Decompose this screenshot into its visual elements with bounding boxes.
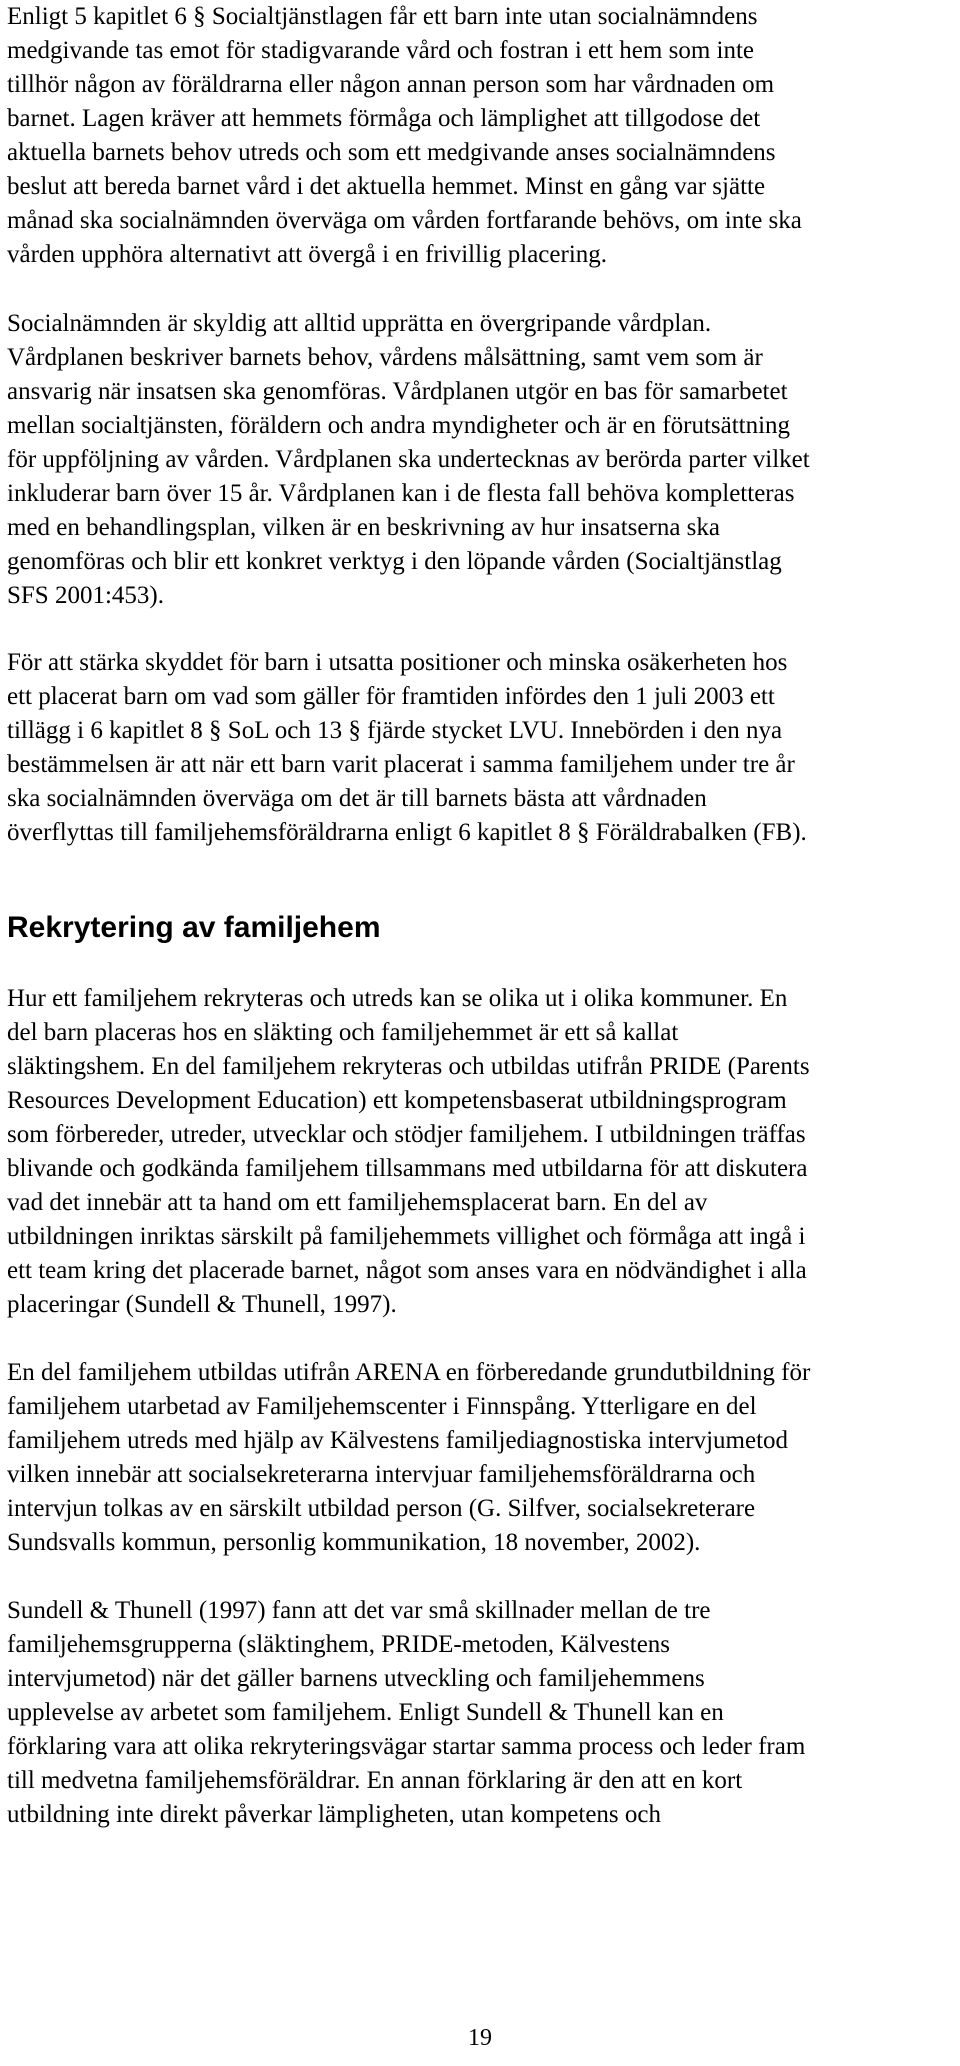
page-number: 19 xyxy=(468,2025,492,2051)
paragraph-recruitment-arena: En del familjehem utbildas utifrån ARENA en förberedande grundutbildning för familjehem utarbetad av Familjehemscenter i Finnspång. Ytterligare en del familjehem utreds med hjälp av Kälvestens familjediagnostiska intervjumetod vilken innebär att socialsekreterarna intervjuar familjehemsföräldrarna och intervjun tolkas av en särskilt utbildad person (G. Silfver, socialsekreterare Sundsvalls kommun, personlig kommunikation, 18 november, 2002). xyxy=(7,1359,811,1556)
page-content xyxy=(7,0,955,1832)
section-heading: Rekrytering av familjehem xyxy=(7,911,381,944)
paragraph-sundell-thunell: Sundell & Thunell (1997) fann att det var små skillnader mellan de tre familjehemsgrupperna (släktinghem, PRIDE-metoden, Kälvestens intervjumetod) när det gäller barnens utveckling och familjehemmens upplevelse av arbetet som familjehem. Enligt Sundell & Thunell kan en förklaring vara att olika rekryteringsvägar startar samma process och leder fram till medvetna familjehemsföräldrar. En annan förklaring är den att en kort utbildning inte direkt påverkar lämpligheten, utan kompetens och xyxy=(7,1597,806,1828)
paragraph-care-plan: Socialnämnden är skyldig att alltid upprätta en övergripande vårdplan. Vårdplanen beskriver barnets behov, vårdens målsättning, samt vem som är ansvarig när insatsen ska genomföras. Vårdplanen utgör en bas för samarbetet mellan socialtjänsten, föräldern och andra myndigheter och är en förutsättning för uppföljning av vården. Vårdplanen ska undertecknas av berörda parter vilket inkluderar barn över 15 år. Vårdplanen kan i de flesta fall behöva kompletteras med en behandlingsplan, vilken är en beskrivning av hur insatserna ska genomföras och blir ett konkret verktyg i den löpande vården (Socialtjänstlag SFS 2001:453). xyxy=(7,310,810,609)
paragraph-recruitment-pride: Hur ett familjehem rekryteras och utreds kan se olika ut i olika kommuner. En del barn placeras hos en släkting och familjehemmet är ett så kallat släktingshem. En del familjehem rekryteras och utbildas utifrån PRIDE (Parents Resources Development Education) ett kompetensbaserat utbildningsprogram som förbereder, utreder, utvecklar och stödjer familjehem. I utbildningen träffas blivande och godkända familjehem tillsammans med utbildarna för att diskutera vad det innebär att ta hand om ett familjehemsplacerat barn. En del av utbildningen inriktas särskilt på familjehemmets villighet och förmåga att ingå i ett team kring det placerade barnet, något som anses vara en nödvändighet i alla placeringar (Sundell & Thunell, 1997). xyxy=(7,985,810,1318)
paragraph-custody-transfer: För att stärka skyddet för barn i utsatta positioner och minska osäkerheten hos ett placerat barn om vad som gäller för framtiden infördes den 1 juli 2003 ett tillägg i 6 kapitlet 8 § SoL och 13 § fjärde stycket LVU. Innebörden i den nya bestämmelsen är att när ett barn varit placerat i samma familjehem under tre år ska socialnämnden överväga om det är till barnets bästa att vårdnaden överflyttas till familjehemsföräldrarna enligt 6 kapitlet 8 § Föräldrabalken (FB). xyxy=(7,649,807,846)
paragraph-placement-consent: Enligt 5 kapitlet 6 § Socialtjänstlagen får ett barn inte utan socialnämndens medgivande tas emot för stadigvarande vård och fostran i ett hem som inte tillhör någon av föräldrarna eller någon annan person som har vårdnaden om barnet. Lagen kräver att hemmets förmåga och lämplighet att tillgodose det aktuella barnets behov utreds och som ett medgivande anses socialnämndens beslut att bereda barnet vård i det aktuella hemmet. Minst en gång var sjätte månad ska socialnämnden överväga om vården fortfarande behövs, om inte ska vården upphöra alternativt att övergå i en frivillig placering. xyxy=(7,3,802,268)
